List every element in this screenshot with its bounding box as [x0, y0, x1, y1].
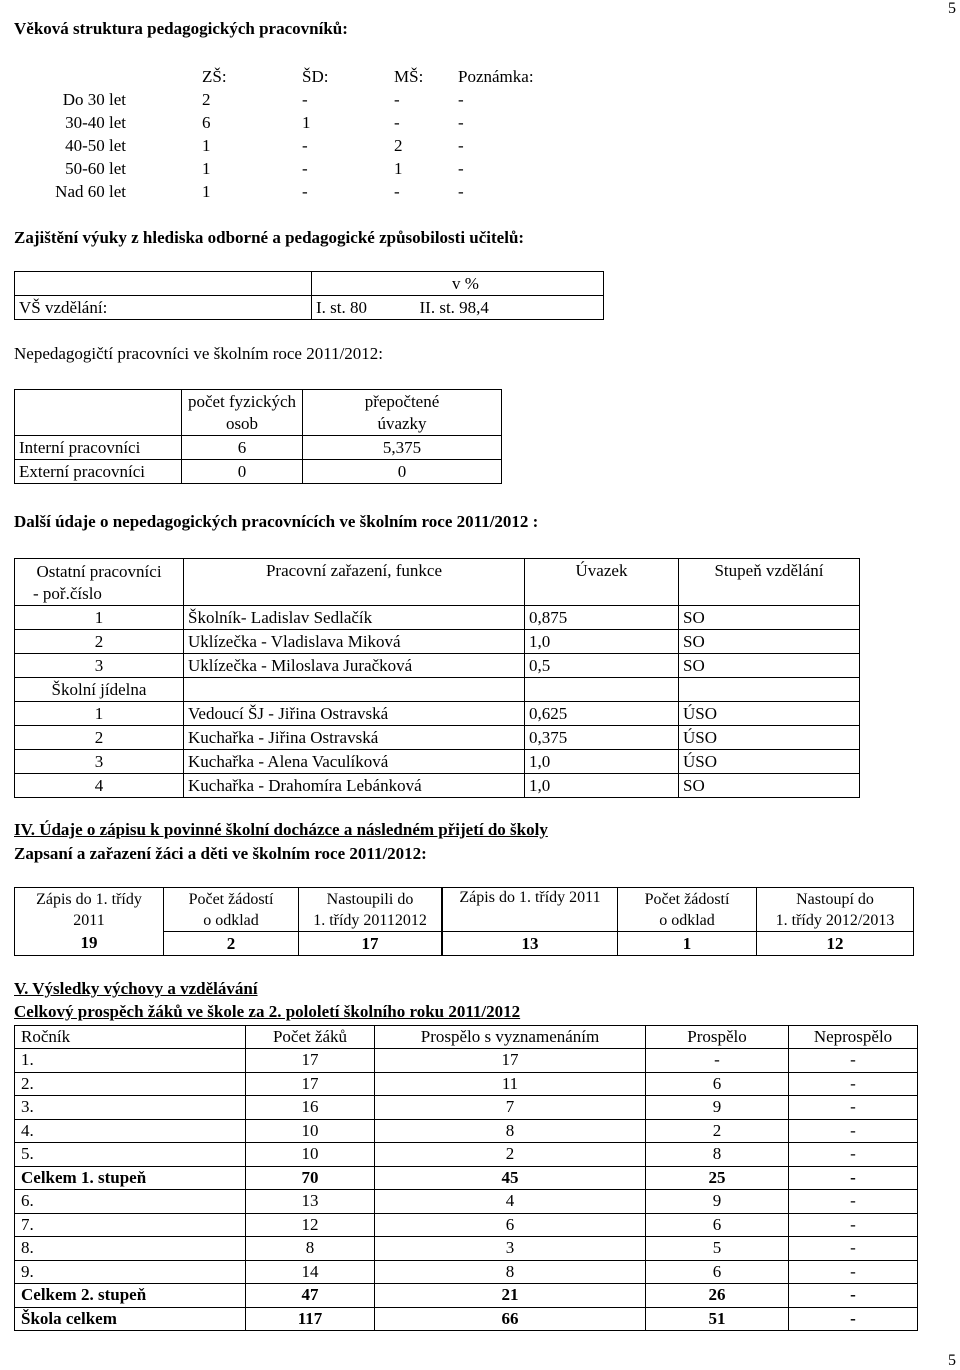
table-row: [15, 678, 860, 702]
enrol-h3-line2: 1. třídy 20112012: [313, 911, 427, 929]
results-cell-pupils: 17: [246, 1072, 375, 1096]
results-cell-pupils: 117: [246, 1307, 375, 1331]
age-cell: -: [394, 112, 400, 132]
results-cell-passed: 6: [646, 1072, 789, 1096]
results-cell-passed: 5: [646, 1237, 789, 1261]
table-row: [15, 726, 860, 750]
staff-cell: 0,625: [525, 702, 679, 726]
results-cell-pupils: 14: [246, 1260, 375, 1284]
staff-cell: Kuchařka - Jiřina Ostravská: [184, 726, 525, 750]
table-row: [15, 1143, 918, 1167]
results-cell-passed: 8: [646, 1143, 789, 1167]
table-row: [15, 1072, 918, 1096]
enrol-h4: Zápis do 1. třídy 2011: [442, 888, 618, 932]
results-cell-honors: 7: [375, 1096, 646, 1120]
nonped-col-count-line2: osob: [225, 413, 259, 433]
enrol-h2-line2: o odklad: [203, 911, 259, 929]
results-cell-grade: 8.: [15, 1237, 246, 1261]
table-row: [15, 1307, 918, 1331]
staff-cell: [525, 678, 679, 702]
age-cell: 1: [394, 158, 403, 178]
results-cell-honors: 11: [375, 1072, 646, 1096]
enrol-h6: [757, 888, 914, 932]
results-cell-passed: 9: [646, 1190, 789, 1214]
staff-heading: Další údaje o nepedagogických pracovnících ve školním roce 2011/2012 :: [14, 512, 539, 531]
table-row: [15, 774, 860, 798]
table-row: [15, 750, 860, 774]
nonped-empty-cell: [15, 390, 182, 436]
results-cell-pupils: 10: [246, 1143, 375, 1167]
results-cell-honors: 21: [375, 1284, 646, 1308]
qualification-value-2: II. st. 98,4: [419, 297, 489, 317]
results-cell-honors: 66: [375, 1307, 646, 1331]
age-cell: 2: [394, 135, 403, 155]
staff-cell: Kuchařka - Alena Vaculíková: [184, 750, 525, 774]
table-row: [15, 436, 502, 460]
results-cell-pupils: 10: [246, 1119, 375, 1143]
results-cell-failed: -: [789, 1143, 918, 1167]
staff-col-load: Úvazek: [525, 559, 679, 606]
results-cell-honors: 45: [375, 1166, 646, 1190]
enrol-value: 12: [757, 932, 914, 956]
results-cell-failed: -: [789, 1307, 918, 1331]
section-iv-heading: IV. Údaje o zápisu k povinné školní docházce a následném přijetí do školy: [14, 820, 548, 839]
table-row: [15, 1096, 918, 1120]
nonped-row-label: Interní pracovníci: [15, 436, 182, 460]
staff-cell: SO: [679, 654, 860, 678]
age-row-label: 40-50 let: [65, 135, 126, 155]
enrol-h2-line1: Počet žádostí: [188, 890, 274, 908]
age-cell: 1: [202, 158, 211, 178]
staff-cell: SO: [679, 630, 860, 654]
nonped-table: [14, 389, 502, 484]
staff-cell: ÚSO: [679, 702, 860, 726]
age-cell: -: [302, 89, 308, 109]
table-row: [15, 654, 860, 678]
results-cell-failed: -: [789, 1166, 918, 1190]
age-cell: 2: [202, 89, 211, 109]
results-cell-grade: Celkem 1. stupeň: [15, 1166, 246, 1190]
age-cell: -: [394, 181, 400, 201]
staff-cell: 3: [15, 750, 184, 774]
results-cell-honors: 3: [375, 1237, 646, 1261]
qualification-value-1: I. st. 80: [316, 297, 367, 317]
results-cell-honors: 8: [375, 1119, 646, 1143]
age-col-note: Poznámka:: [458, 66, 534, 86]
results-cell-failed: -: [789, 1072, 918, 1096]
results-cell-grade: 9.: [15, 1260, 246, 1284]
nonped-col-fte: [303, 390, 502, 436]
staff-cell: 1,0: [525, 774, 679, 798]
staff-section-label: Školní jídelna: [15, 678, 184, 702]
staff-cell: 0,375: [525, 726, 679, 750]
results-table: [14, 1025, 918, 1331]
nonped-cell: 6: [182, 436, 303, 460]
enrol-value: 19: [15, 932, 164, 956]
qualification-heading: Zajištění výuky z hlediska odborné a pedagogické způsobilosti učitelů:: [14, 228, 525, 247]
results-col-failed: Neprospělo: [789, 1026, 918, 1049]
table-row: [15, 1237, 918, 1261]
enrol-value: 1: [618, 932, 757, 956]
nonped-row-label: Externí pracovníci: [15, 460, 182, 484]
results-cell-passed: 2: [646, 1119, 789, 1143]
results-cell-grade: 7.: [15, 1213, 246, 1237]
enrol-h1: [15, 888, 164, 932]
staff-cell: Kuchařka - Drahomíra Lebánková: [184, 774, 525, 798]
staff-col-num: [15, 559, 184, 606]
table-row: [15, 1190, 918, 1214]
nonped-heading: Nepedagogičtí pracovníci ve školním roce 2011/2012:: [14, 344, 384, 363]
staff-cell: [679, 678, 860, 702]
results-cell-pupils: 13: [246, 1190, 375, 1214]
qualification-label: VŠ vzdělání:: [15, 296, 312, 320]
enrol-h6-line2: 1. třídy 2012/2013: [775, 911, 895, 929]
qualification-values: [312, 296, 604, 320]
results-cell-pupils: 12: [246, 1213, 375, 1237]
staff-cell: 0,875: [525, 606, 679, 630]
page-number-top: 5: [948, 0, 956, 17]
table-row: [15, 1049, 918, 1073]
enrol-header-row: [15, 888, 914, 932]
enrol-table: [14, 887, 914, 956]
results-cell-failed: -: [789, 1190, 918, 1214]
results-col-passed: Prospělo: [646, 1026, 789, 1049]
table-row: [15, 1260, 918, 1284]
results-cell-failed: -: [789, 1096, 918, 1120]
enrol-h3: [299, 888, 443, 932]
results-cell-failed: -: [789, 1213, 918, 1237]
results-cell-pupils: 8: [246, 1237, 375, 1261]
age-col-zs: ZŠ:: [202, 66, 227, 86]
age-row-label: Do 30 let: [62, 89, 126, 109]
nonped-col-fte-line2: úvazky: [377, 413, 427, 433]
results-cell-pupils: 47: [246, 1284, 375, 1308]
age-cell: -: [458, 181, 464, 201]
staff-col-edu: Stupeň vzdělání: [679, 559, 860, 606]
table-row: [15, 1119, 918, 1143]
enrol-h1-line2: 2011: [73, 911, 105, 929]
age-cell: -: [458, 89, 464, 109]
age-cell: -: [458, 158, 464, 178]
results-col-honors: Prospělo s vyznamenáním: [375, 1026, 646, 1049]
staff-cell: 1,0: [525, 750, 679, 774]
age-cell: 6: [202, 112, 211, 132]
results-cell-grade: 4.: [15, 1119, 246, 1143]
results-cell-failed: -: [789, 1049, 918, 1073]
nonped-cell: 0: [182, 460, 303, 484]
nonped-col-fte-line1: přepočtené: [364, 391, 440, 411]
results-body: [15, 1049, 918, 1331]
age-heading: Věková struktura pedagogických pracovníků:: [14, 19, 348, 38]
results-col-grade: Ročník: [15, 1026, 246, 1049]
qualification-table: [14, 271, 604, 320]
results-cell-passed: 51: [646, 1307, 789, 1331]
results-cell-pupils: 16: [246, 1096, 375, 1120]
age-table: [14, 65, 534, 203]
qualification-unit: v %: [312, 272, 604, 296]
nonped-col-count: [182, 390, 303, 436]
results-cell-passed: 6: [646, 1213, 789, 1237]
results-cell-honors: 17: [375, 1049, 646, 1073]
results-cell-failed: -: [789, 1284, 918, 1308]
age-cell: -: [458, 135, 464, 155]
results-cell-failed: -: [789, 1237, 918, 1261]
results-cell-passed: 6: [646, 1260, 789, 1284]
staff-header-row: [15, 559, 860, 606]
staff-cell: ÚSO: [679, 726, 860, 750]
table-row: [15, 932, 914, 956]
page-number-bottom: 5: [948, 1352, 956, 1369]
age-cell: 1: [202, 181, 211, 201]
results-cell-grade: 3.: [15, 1096, 246, 1120]
enrol-h3-line1: Nastoupili do: [326, 890, 414, 908]
staff-cell: 2: [15, 726, 184, 750]
enrol-h5-line1: Počet žádostí: [644, 890, 730, 908]
staff-cell: Uklízečka - Miloslava Juračková: [184, 654, 525, 678]
nonped-col-count-line1: počet fyzických: [187, 391, 297, 411]
staff-cell: 4: [15, 774, 184, 798]
results-cell-grade: Škola celkem: [15, 1307, 246, 1331]
staff-cell: Vedoucí ŠJ - Jiřina Ostravská: [184, 702, 525, 726]
age-header-row: [14, 65, 534, 88]
enrol-value: 17: [299, 932, 443, 956]
staff-col-role: Pracovní zařazení, funkce: [184, 559, 525, 606]
age-cell: -: [302, 158, 308, 178]
results-cell-honors: 4: [375, 1190, 646, 1214]
staff-cell: 1: [15, 702, 184, 726]
staff-cell: 1,0: [525, 630, 679, 654]
table-row: [15, 606, 860, 630]
age-col-sd: ŠD:: [302, 66, 329, 86]
results-cell-passed: -: [646, 1049, 789, 1073]
staff-cell: SO: [679, 606, 860, 630]
table-row: [14, 88, 534, 111]
results-cell-honors: 2: [375, 1143, 646, 1167]
age-cell: -: [302, 135, 308, 155]
age-cell: -: [394, 89, 400, 109]
results-cell-grade: 6.: [15, 1190, 246, 1214]
table-row: [15, 1213, 918, 1237]
table-row: [15, 630, 860, 654]
table-row: [14, 111, 534, 134]
results-cell-failed: -: [789, 1119, 918, 1143]
staff-cell: 2: [15, 630, 184, 654]
results-cell-passed: 26: [646, 1284, 789, 1308]
nonped-cell: 0: [303, 460, 502, 484]
staff-table: [14, 558, 860, 798]
results-cell-grade: Celkem 2. stupeň: [15, 1284, 246, 1308]
age-cell: -: [302, 181, 308, 201]
staff-cell: SO: [679, 774, 860, 798]
age-cell: -: [458, 112, 464, 132]
age-row-label: 50-60 let: [65, 158, 126, 178]
results-cell-passed: 25: [646, 1166, 789, 1190]
staff-cell: 3: [15, 654, 184, 678]
enrol-h5: [618, 888, 757, 932]
enrol-h1-line1: Zápis do 1. třídy: [36, 890, 142, 908]
table-row: [15, 460, 502, 484]
table-row: [14, 180, 534, 203]
age-cell: 1: [202, 135, 211, 155]
results-col-pupils: Počet žáků: [246, 1026, 375, 1049]
enrol-value: 13: [442, 932, 618, 956]
enrol-h6-line1: Nastoupí do: [796, 890, 874, 908]
enrol-subheading: Zapsaní a zařazení žáci a děti ve školním roce 2011/2012:: [14, 844, 427, 863]
enrol-h2: [164, 888, 299, 932]
staff-col-num-line1: Ostatní pracovníci: [36, 562, 162, 581]
age-cell: 1: [302, 112, 311, 132]
age-row-label: Nad 60 let: [55, 181, 126, 201]
staff-cell: Školník- Ladislav Sedlačík: [184, 606, 525, 630]
qualification-empty-cell: [15, 272, 312, 296]
enrol-value: 2: [164, 932, 299, 956]
table-row: [14, 157, 534, 180]
table-row: [15, 1284, 918, 1308]
nonped-cell: 5,375: [303, 436, 502, 460]
results-cell-grade: 5.: [15, 1143, 246, 1167]
enrol-h5-line2: o odklad: [659, 911, 715, 929]
results-header-row: [15, 1026, 918, 1049]
staff-col-num-line2: - poř.číslo: [33, 584, 102, 603]
age-col-ms: MŠ:: [394, 66, 424, 86]
table-row: [15, 702, 860, 726]
results-cell-failed: -: [789, 1260, 918, 1284]
table-row: [15, 1166, 918, 1190]
results-cell-honors: 6: [375, 1213, 646, 1237]
staff-cell: 0,5: [525, 654, 679, 678]
results-subheading: Celkový prospěch žáků ve škole za 2. pololetí školního roku 2011/2012: [14, 1002, 521, 1021]
results-cell-grade: 2.: [15, 1072, 246, 1096]
section-v-heading: V. Výsledky výchovy a vzdělávání: [14, 979, 258, 998]
results-cell-pupils: 70: [246, 1166, 375, 1190]
table-row: [14, 134, 534, 157]
staff-cell: Uklízečka - Vladislava Miková: [184, 630, 525, 654]
age-row-label: 30-40 let: [65, 112, 126, 132]
results-cell-pupils: 17: [246, 1049, 375, 1073]
results-cell-honors: 8: [375, 1260, 646, 1284]
results-cell-passed: 9: [646, 1096, 789, 1120]
staff-cell: 1: [15, 606, 184, 630]
results-cell-grade: 1.: [15, 1049, 246, 1073]
staff-cell: ÚSO: [679, 750, 860, 774]
staff-cell: [184, 678, 525, 702]
